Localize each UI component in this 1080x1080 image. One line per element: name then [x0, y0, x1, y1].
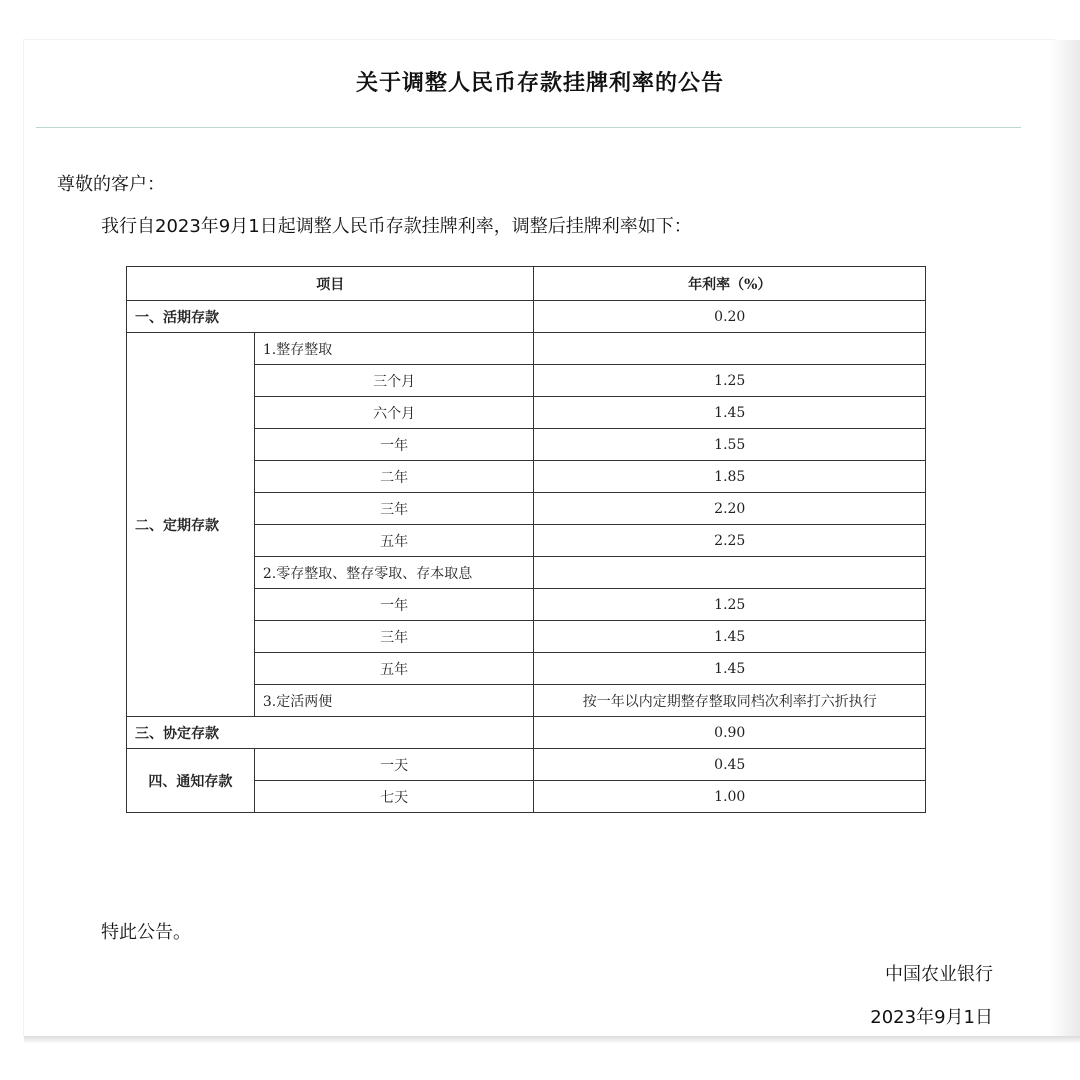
- rate-cell: 1.00: [534, 781, 926, 813]
- rate-cell-note: 按一年以内定期整存整取同档次利率打六折执行: [534, 685, 926, 717]
- closing-text: 特此公告。: [101, 922, 191, 943]
- rate-cell: 1.85: [534, 461, 926, 493]
- page-title: 关于调整人民币存款挂牌利率的公告: [355, 71, 724, 96]
- subcategory-lump-sum: 1.整存整取: [254, 333, 534, 365]
- interest-rate-table: [126, 266, 926, 813]
- table-row: [127, 717, 926, 749]
- header-rate: 年利率（%）: [534, 267, 926, 301]
- rate-cell: 0.20: [534, 301, 926, 333]
- term-cell: 三年: [254, 621, 534, 653]
- rate-cell: 2.25: [534, 525, 926, 557]
- term-cell: 一年: [254, 589, 534, 621]
- term-cell: 三个月: [254, 365, 534, 397]
- term-cell: 一年: [254, 429, 534, 461]
- term-cell: 六个月: [254, 397, 534, 429]
- term-cell: 二年: [254, 461, 534, 493]
- term-cell: 三年: [254, 493, 534, 525]
- signature-bank-name: 中国农业银行: [885, 964, 993, 985]
- rate-cell-empty: [534, 333, 926, 365]
- category-agreement-deposit: 三、协定存款: [127, 717, 534, 749]
- rate-cell: 1.25: [534, 365, 926, 397]
- term-cell: 七天: [254, 781, 534, 813]
- category-notice-deposit: 四、通知存款: [127, 749, 255, 813]
- term-cell: 五年: [254, 525, 534, 557]
- rate-cell: 0.90: [534, 717, 926, 749]
- page-bottom-shadow: [24, 1036, 1080, 1044]
- table-header-row: [127, 267, 926, 301]
- rate-cell-empty: [534, 557, 926, 589]
- signature-date: 2023年9月1日: [870, 1007, 993, 1028]
- term-cell: 五年: [254, 653, 534, 685]
- rate-cell: 1.55: [534, 429, 926, 461]
- rate-cell: 1.45: [534, 653, 926, 685]
- term-cell: 一天: [254, 749, 534, 781]
- rate-cell: 0.45: [534, 749, 926, 781]
- title-divider: [36, 127, 1021, 128]
- rate-cell: 1.25: [534, 589, 926, 621]
- header-item: 项目: [127, 267, 534, 301]
- page-edge-shadow: [1050, 40, 1080, 1040]
- category-time-deposit: 二、定期存款: [127, 333, 255, 717]
- rate-cell: 2.20: [534, 493, 926, 525]
- table-row: [127, 333, 926, 365]
- subcategory-flexible: 3.定活两便: [254, 685, 534, 717]
- intro-paragraph: 我行自2023年9月1日起调整人民币存款挂牌利率，调整后挂牌利率如下：: [101, 216, 692, 237]
- greeting-text: 尊敬的客户：: [57, 174, 165, 195]
- table-row: [127, 749, 926, 781]
- subcategory-installment: 2.零存整取、整存零取、存本取息: [254, 557, 534, 589]
- rate-cell: 1.45: [534, 397, 926, 429]
- category-demand-deposit: 一、活期存款: [127, 301, 534, 333]
- table-row: [127, 301, 926, 333]
- rate-cell: 1.45: [534, 621, 926, 653]
